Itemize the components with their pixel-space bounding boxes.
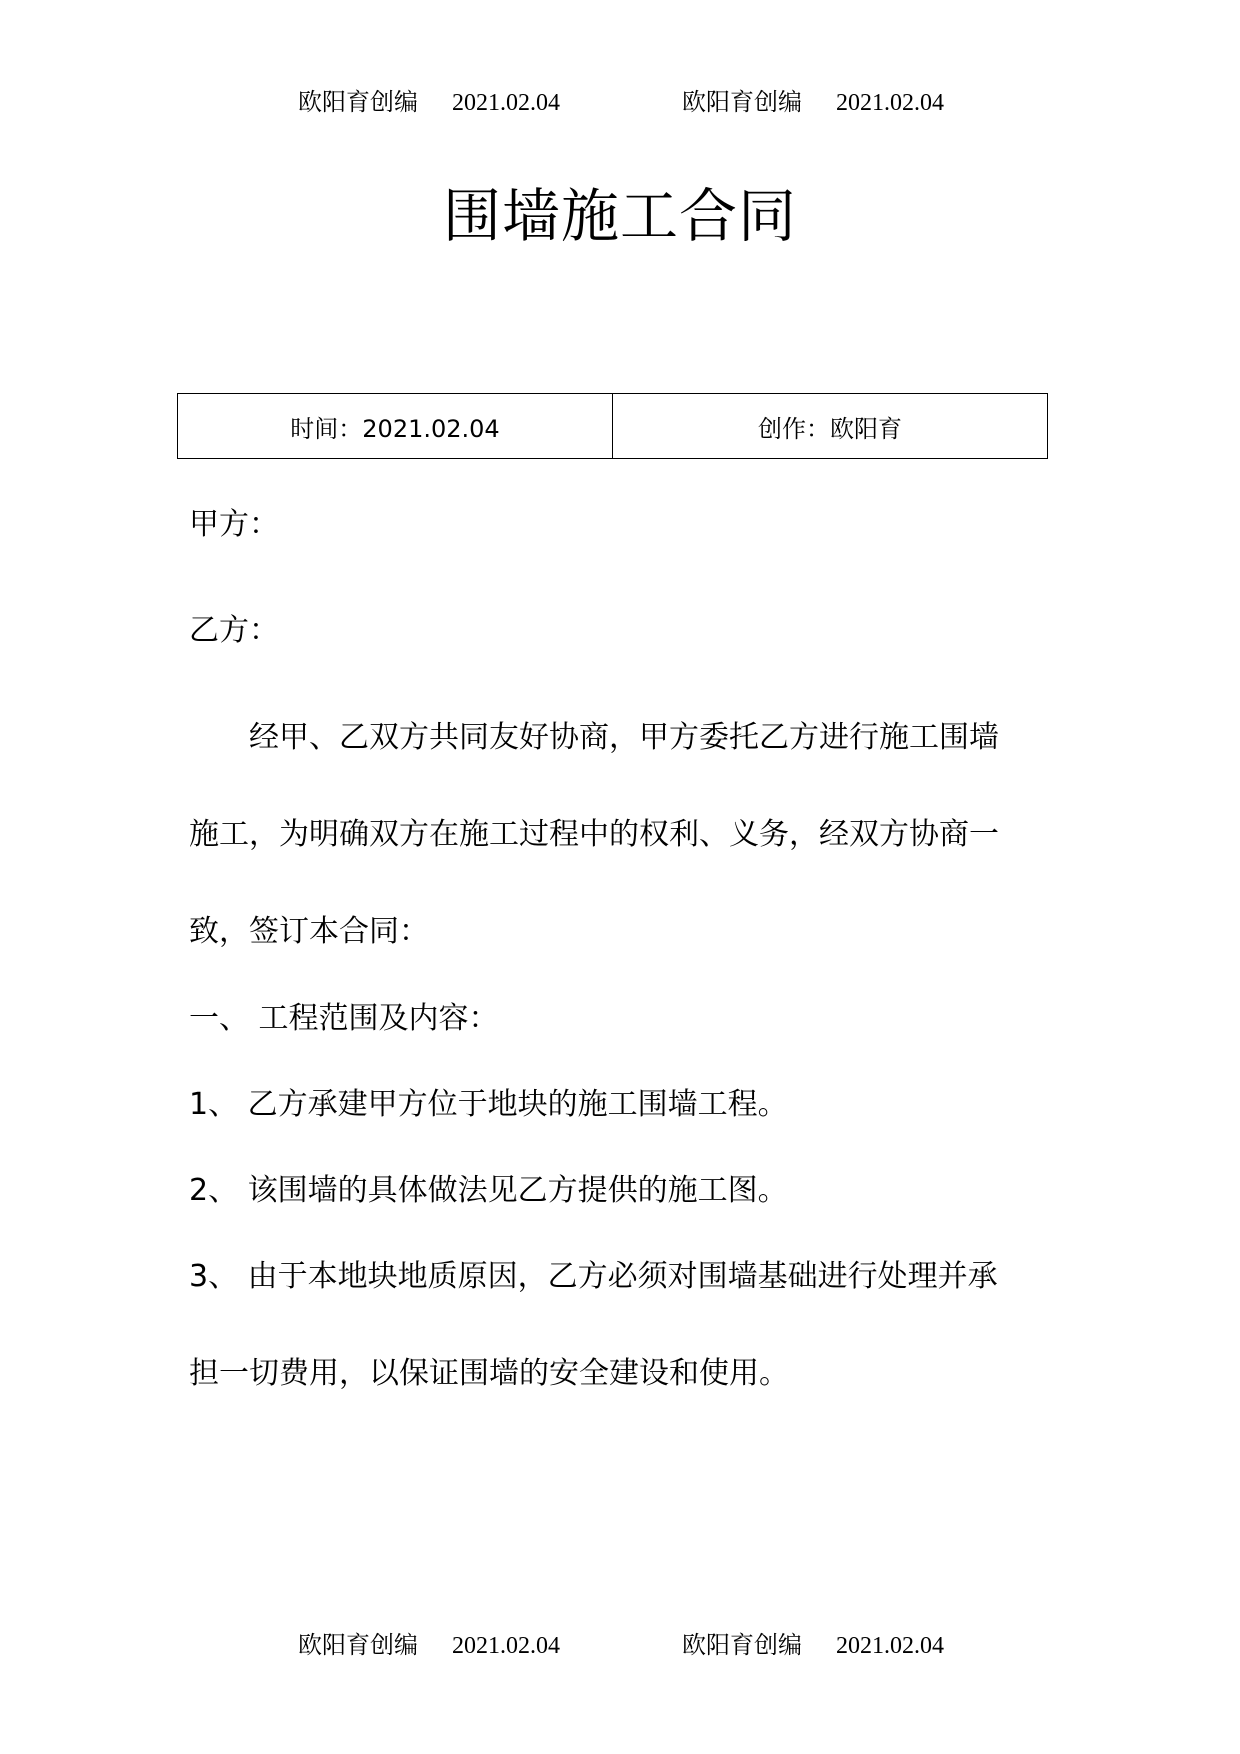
list-item: 担一切费用，以保证围墙的安全建设和使用。 [189, 1356, 789, 1391]
footer-author-right: 欧阳育创编 [682, 1633, 802, 1659]
meta-creator: 创作：欧阳育 [612, 394, 1047, 458]
header-author-right: 欧阳育创编 [682, 90, 802, 116]
meta-time: 时间：2021.02.04 [290, 414, 500, 443]
meta-table [177, 393, 1048, 459]
list-item: 2、 该围墙的具体做法见乙方提供的施工图。 [189, 1173, 788, 1208]
header-date-left: 2021.02.04 [452, 90, 560, 116]
document-title: 围墙施工合同 [442, 182, 797, 250]
header-date-right: 2021.02.04 [836, 90, 944, 116]
header-author-left: 欧阳育创编 [298, 90, 418, 116]
intro-line: 施工，为明确双方在施工过程中的权利、义务，经双方协商一 [189, 817, 999, 852]
list-item: 1、 乙方承建甲方位于地块的施工围墙工程。 [189, 1087, 788, 1122]
list-item: 3、 由于本地块地质原因，乙方必须对围墙基础进行处理并承 [189, 1259, 998, 1294]
footer-author-left: 欧阳育创编 [298, 1633, 418, 1659]
section-heading: 一、 工程范围及内容： [189, 1001, 499, 1036]
footer-date-left: 2021.02.04 [452, 1633, 560, 1659]
intro-line: 经甲、乙双方共同友好协商，甲方委托乙方进行施工围墙 [189, 720, 999, 755]
intro-line: 致，签订本合同： [189, 914, 429, 949]
party-a-label: 甲方： [189, 507, 279, 542]
party-b-label: 乙方： [189, 613, 279, 648]
footer-date-right: 2021.02.04 [836, 1633, 944, 1659]
